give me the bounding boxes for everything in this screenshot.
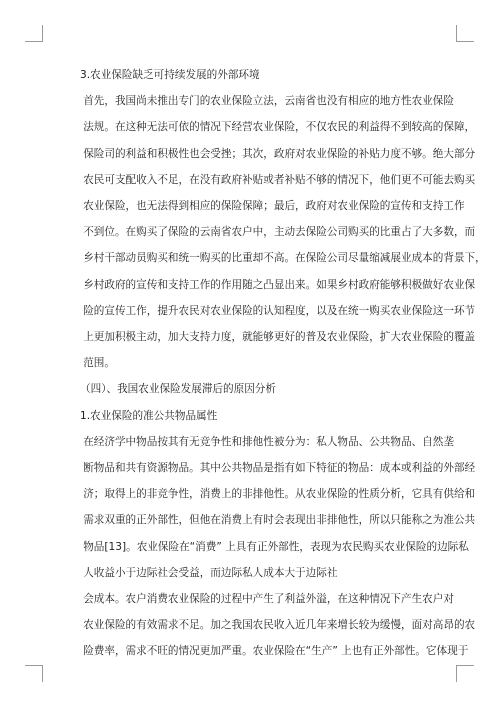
- text-line: 需求双重的正外部性，但他在消费上有时会表现出非排他性，所以只能称之为准公共: [83, 514, 476, 527]
- text-line: 农业保险，也无法得到相应的保险保障；最后，政府对农业保险的宣传和支持工作: [83, 200, 465, 213]
- text-line: 断物品和共有资源物品。其中公共物品是指有如下特征的物品：成本或利益的外部经: [83, 462, 476, 475]
- crop-mark-bottom-right-h: [456, 665, 474, 666]
- body-paragraph: [62, 429, 476, 586]
- section-heading: [62, 62, 442, 88]
- text-line: 险费率，需求不旺的情况更加严重。农业保险在“生产” 上也有正外部性。它体现于: [83, 645, 469, 658]
- text-line: 1.农业保险的准公共物品属性: [80, 409, 218, 422]
- text-line: 乡村干部动员购买和统一购买的比重却不高。在保险公司尽量缩减展业成本的背景下，: [83, 252, 486, 265]
- text-line: 首先，我国尚未推出专门的农业保险立法，云南省也没有相应的地方性农业保险: [83, 95, 454, 108]
- text-line: （四）、我国农业保险发展滞后的原因分析: [80, 383, 276, 396]
- crop-mark-top-right-v: [456, 25, 457, 42]
- crop-mark-bottom-right-v: [456, 665, 457, 682]
- text-line: 人收益小于边际社会受益，而边际私人成本大于边际社: [83, 566, 338, 579]
- text-line: 农业保险的有效需求不足。加之我国农民收入近几年来增长较为缓慢，面对高昂的农: [83, 619, 476, 632]
- text-line: 法规。在这种无法可依的情况下经营农业保险，不仅农民的利益得不到较高的保障，: [83, 121, 476, 134]
- crop-mark-bottom-left-h: [25, 665, 43, 666]
- text-line: 不到位。在购买了保险的云南省农户中，主动去保险公司购买的比重占了大多数，而: [83, 226, 476, 239]
- crop-mark-top-left-h: [25, 41, 43, 42]
- crop-mark-bottom-left-v: [42, 665, 43, 682]
- text-line: 济；取得上的非竞争性，消费上的非排他性。从农业保险的性质分析，它具有供给和: [83, 488, 476, 501]
- text-line: 险的宣传工作，提升农民对农业保险的认知程度，以及在统一购买农业保险这一环节: [83, 304, 476, 317]
- section-heading: [62, 403, 442, 429]
- text-line: 在经济学中物品按其有无竞争性和排他性被分为：私人物品、公共物品、自然垄: [83, 435, 454, 448]
- section-heading: [62, 376, 442, 402]
- text-line: 会成本。农户消费农业保险的过程中产生了利益外溢，在这种情况下产生农户对: [83, 593, 454, 606]
- text-line: 乡村政府的宣传和支持工作的作用随之凸显出来。如果乡村政府能够积极做好农业保: [83, 278, 476, 291]
- document-page: [62, 62, 486, 665]
- text-line: 3.农业保险缺乏可持续发展的外部环境: [80, 69, 260, 81]
- text-line: 范围。: [83, 357, 115, 370]
- body-paragraph: [62, 586, 476, 665]
- crop-mark-top-right-h: [456, 41, 474, 42]
- text-line: 物品[13]。农业保险在“消费” 上具有正外部性，表现为农民购买农业保险的边际私: [83, 540, 469, 553]
- body-paragraph: [62, 88, 486, 376]
- text-line: 保险司的利益和积极性也会受挫；其次，政府对农业保险的补贴力度不够。绝大部分: [83, 147, 476, 160]
- text-line: 上更加积极主动，加大支持力度，就能够更好的普及农业保险，扩大农业保险的覆盖: [83, 331, 476, 344]
- crop-mark-top-left-v: [42, 25, 43, 42]
- text-line: 农民可支配收入不足，在没有政府补贴或者补贴不够的情况下，他们更不可能去购买: [83, 173, 476, 186]
